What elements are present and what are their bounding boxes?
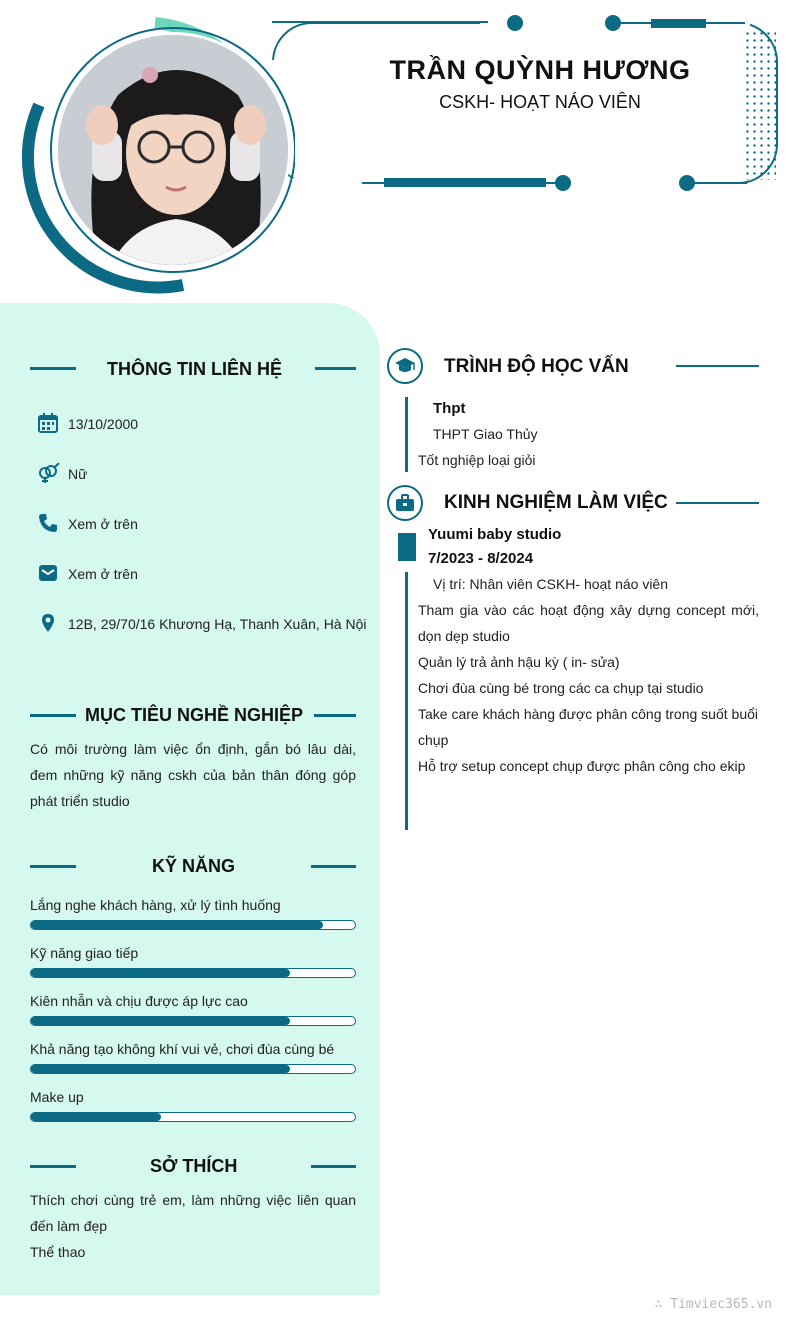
skill-bar-fill (31, 921, 323, 929)
frame-line-top (272, 21, 488, 23)
skill-bar (30, 1016, 356, 1026)
dot-pattern (744, 30, 776, 180)
avatar (55, 32, 291, 268)
section-rule (676, 365, 759, 367)
calendar-icon (38, 413, 58, 433)
deco-bar (384, 178, 546, 187)
section-rule (30, 714, 76, 717)
experience-title: KINH NGHIỆM LÀM VIỆC (444, 492, 668, 513)
skill-label: Khả năng tạo không khí vui vẻ, chơi đùa cùng bé (30, 1041, 335, 1057)
skill-bar (30, 1064, 356, 1074)
skill-bar (30, 1112, 356, 1122)
skill-bar (30, 920, 356, 930)
address-text: 12B, 29/70/16 Khương Hạ, Thanh Xuân, Hà Nội (68, 616, 367, 632)
skill-bar-fill (31, 1113, 161, 1121)
job-duty: Hỗ trợ setup concept chụp được phân công cho ekip (418, 758, 746, 774)
phone-text: Xem ở trên (68, 516, 138, 532)
section-rule (30, 367, 76, 370)
skill-label: Make up (30, 1089, 84, 1105)
hobbies-text: Thích chơi cùng trẻ em, làm những việc liên quan đến làm đẹp (30, 1192, 356, 1234)
gender-text: Nữ (68, 466, 88, 482)
section-rule (311, 865, 356, 868)
contact-title: THÔNG TIN LIÊN HỆ (107, 359, 282, 379)
job-duty: Quản lý trả ảnh hậu kỳ ( in- sửa) (418, 654, 620, 670)
gender-icon (38, 463, 58, 483)
job-duty: Take care khách hàng được phân công trong suốt buổi chụp (418, 706, 758, 748)
hobbies-text: Thể thao (30, 1244, 86, 1260)
skill-label: Lắng nghe khách hàng, xử lý tình huống (30, 897, 281, 913)
objective-text: Có môi trường làm việc ổn định, gắn bó lâu dài, đem những kỹ năng cskh của bản thân đóng góp phát triển studio (30, 741, 356, 809)
education-title: TRÌNH ĐỘ HỌC VẤN (444, 356, 629, 377)
education-level: Thpt (433, 400, 466, 417)
skill-bar-fill (31, 969, 290, 977)
section-rule (315, 367, 356, 370)
deco-line (687, 182, 747, 184)
watermark-logo-icon: ∴ (654, 1297, 671, 1312)
skill-bar (30, 968, 356, 978)
experience-timeline (405, 572, 408, 830)
education-icon (387, 348, 423, 384)
education-school: THPT Giao Thủy (433, 426, 538, 442)
job-duty: Chơi đùa cùng bé trong các ca chụp tại studio (418, 680, 704, 696)
section-rule (676, 502, 759, 504)
job-position: Vị trí: Nhân viên CSKH- hoạt náo viên (433, 576, 669, 592)
briefcase-icon (387, 485, 423, 521)
company-name: Yuumi baby studio (428, 526, 562, 543)
job-marker (398, 533, 416, 561)
phone-icon (38, 513, 58, 533)
portrait-image (58, 35, 291, 268)
watermark-text: Timviec365.vn (670, 1297, 772, 1312)
skill-label: Kiên nhẫn và chịu được áp lực cao (30, 993, 248, 1009)
avatar-frame (15, 15, 295, 295)
skill-bar-fill (31, 1065, 290, 1073)
hobbies-title: SỞ THÍCH (150, 1156, 238, 1176)
skills-title: KỸ NĂNG (152, 856, 236, 876)
watermark (655, 1297, 772, 1312)
deco-dot (507, 15, 523, 31)
email-icon (38, 563, 58, 583)
candidate-name: TRẦN QUỲNH HƯƠNG (389, 55, 691, 85)
job-duty: Tham gia vào các hoạt động xây dựng concept mới, dọn dẹp studio (418, 602, 759, 644)
skill-bar-fill (31, 1017, 290, 1025)
skill-label: Kỹ năng giao tiếp (30, 945, 139, 961)
candidate-role: CSKH- HOẠT NÁO VIÊN (439, 92, 641, 112)
section-rule (311, 1165, 356, 1168)
section-rule (30, 865, 76, 868)
birthday-text: 13/10/2000 (68, 416, 139, 432)
location-icon (38, 613, 58, 633)
deco-dot (555, 175, 571, 191)
job-period: 7/2023 - 8/2024 (428, 550, 534, 567)
section-rule (314, 714, 356, 717)
section-rule (30, 1165, 76, 1168)
education-result: Tốt nghiệp loại giỏi (418, 452, 536, 468)
email-text: Xem ở trên (68, 566, 138, 582)
education-timeline (405, 397, 408, 472)
objective-title: MỤC TIÊU NGHỀ NGHIỆP (85, 705, 304, 725)
deco-bar (651, 19, 706, 28)
